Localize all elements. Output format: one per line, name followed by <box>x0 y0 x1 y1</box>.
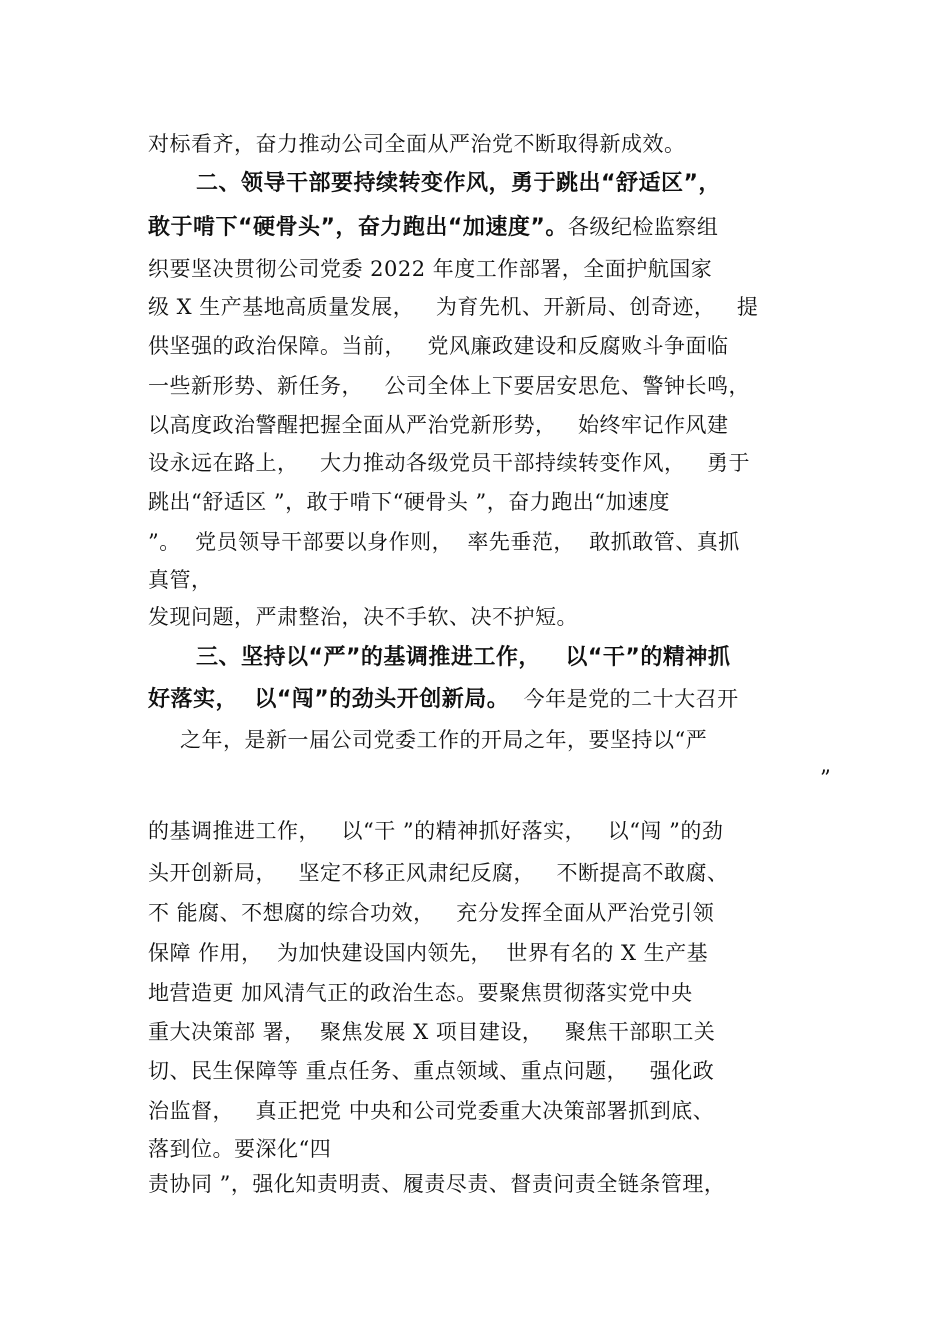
text-line-12: 真管， <box>148 568 213 592</box>
text-line-5: 级 X 生产基地高质量发展， 为育先机、开新局、创奇迹， 提 <box>148 295 759 319</box>
text-line-6: 供坚强的政治保障。当前， 党风廉政建设和反腐败斗争面临 <box>148 334 729 358</box>
text-line-27: 责协同 ”，强化知责明责、履责尽责、督责问责全链条管理， <box>148 1172 726 1196</box>
text-line-10: 跳出“舒适区 ”，敢于啃下“硬骨头 ”，奋力跑出“加速度 <box>148 490 671 514</box>
text-line-17: ” <box>820 766 832 790</box>
text-line-3-rest: 各级纪检监察组 <box>567 215 719 239</box>
text-line-22: 地营造更 加风清气正的政治生态。要聚焦贯彻落实党中央 <box>148 981 693 1005</box>
text-line-9: 设永远在路上， 大力推动各级党员干部持续转变作风， 勇于 <box>148 451 751 475</box>
text-line-4: 织要坚决贯彻公司党委 2022 年度工作部署，全面护航国家 <box>148 257 713 281</box>
text-line-15 <box>148 686 739 713</box>
text-line-7: 一些新形势、新任务， 公司全体上下要居安思危、警钟长鸣， <box>148 374 751 398</box>
text-line-16: 之年，是新一届公司党委工作的开局之年，要坚持以“严 <box>180 728 708 752</box>
text-line-13: 发现问题，严肃整治，决不手软、决不护短。 <box>148 605 578 629</box>
text-line-1: 对标看齐，奋力推动公司全面从严治党不断取得新成效。 <box>148 132 686 156</box>
text-line-24: 切、民生保障等 重点任务、重点领域、重点问题， 强化政 <box>148 1059 715 1083</box>
heading-2-line-2: 敢于啃下“硬骨头”，奋力跑出“加速度”。 <box>148 215 568 240</box>
heading-2-line-1: 二、领导干部要持续转变作风，勇于跳出“舒适区”， <box>196 171 721 196</box>
heading-3-line-2: 好落实， 以“闯”的劲头开创新局。 <box>148 687 510 712</box>
text-line-8: 以高度政治警醒把握全面从严治党新形势， 始终牢记作风建 <box>148 413 729 437</box>
heading-3-line-1: 三、坚持以“严”的基调推进工作， 以“干”的精神抓 <box>196 645 731 670</box>
text-line-26: 落到位。要深化“四 <box>148 1137 332 1161</box>
text-line-20: 不 能腐、不想腐的综合功效， 充分发挥全面从严治党引领 <box>148 901 715 925</box>
text-line-19: 头开创新局， 坚定不移正风肃纪反腐， 不断提高不敢腐、 <box>148 861 729 885</box>
text-line-11: ”。 党员领导干部要以身作则， 率先垂范， 敢抓敢管、真抓 <box>148 530 740 554</box>
text-line-23: 重大决策部 署， 聚焦发展 X 项目建设， 聚焦干部职工关 <box>148 1020 716 1044</box>
text-line-25: 治监督， 真正把党 中央和公司党委重大决策部署抓到底、 <box>148 1099 715 1123</box>
text-line-18: 的基调推进工作， 以“干 ”的精神抓好落实， 以“闯 ”的劲 <box>148 819 724 843</box>
text-line-3 <box>148 214 718 241</box>
text-line-21: 保障 作用， 为加快建设国内领先， 世界有名的 X 生产基 <box>148 941 709 965</box>
text-line-15-rest: 今年是党的二十大召开 <box>509 687 739 711</box>
